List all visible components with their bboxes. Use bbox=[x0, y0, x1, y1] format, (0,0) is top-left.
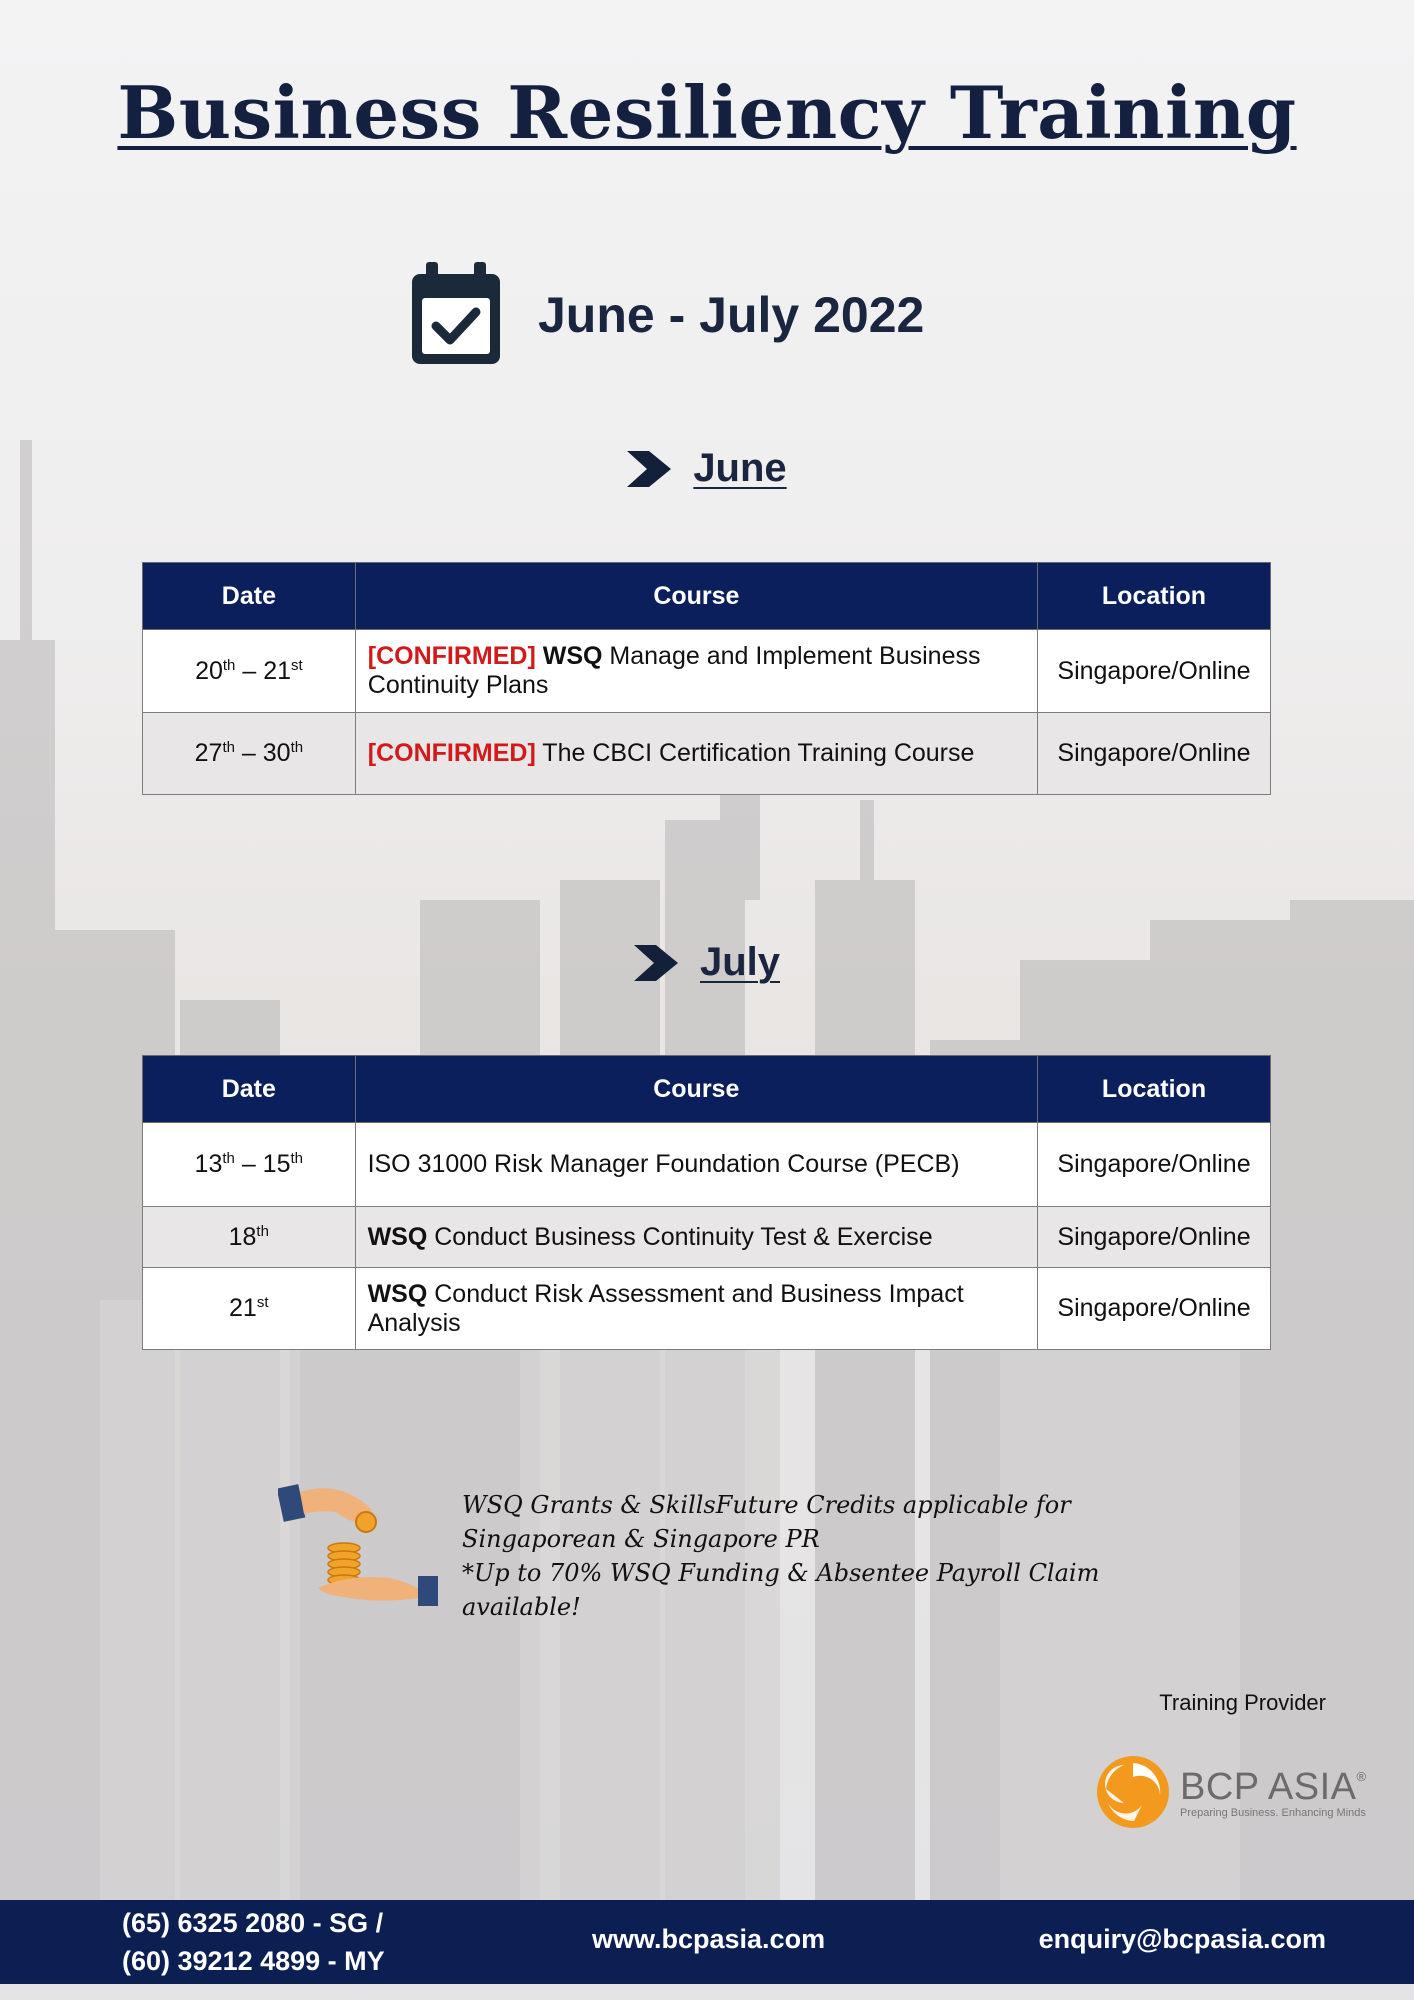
table-row bbox=[143, 1123, 1271, 1207]
funding-line-2: *Up to 70% WSQ Funding & Absentee Payroll Claim available! bbox=[462, 1559, 1100, 1621]
header-location: Location bbox=[1038, 1056, 1271, 1123]
date-cell: 20th – 21st bbox=[143, 630, 356, 713]
course-cell: [CONFIRMED] WSQ Manage and Implement Business Continuity Plans bbox=[355, 630, 1037, 713]
date-cell: 21st bbox=[143, 1268, 356, 1350]
logo-tagline: Preparing Business. Enhancing Minds bbox=[1180, 1806, 1366, 1819]
table-row bbox=[143, 1268, 1271, 1350]
phone-sg: (65) 6325 2080 - SG / bbox=[122, 1908, 384, 1938]
july-heading bbox=[0, 940, 1414, 985]
june-schedule-table bbox=[142, 562, 1271, 795]
table-row bbox=[143, 713, 1271, 795]
confirmed-tag: [CONFIRMED] bbox=[367, 739, 536, 767]
july-schedule-table bbox=[142, 1055, 1271, 1350]
wsq-tag: WSQ bbox=[542, 642, 603, 670]
header-location: Location bbox=[1038, 563, 1271, 630]
table-header-row bbox=[143, 1056, 1271, 1123]
phone-numbers bbox=[122, 1904, 385, 1980]
logo-name: BCP ASIA® bbox=[1180, 1765, 1367, 1808]
wsq-tag: WSQ bbox=[367, 1279, 428, 1308]
course-cell: WSQ Conduct Risk Assessment and Business Impact Analysis bbox=[355, 1268, 1037, 1350]
june-heading-text: June bbox=[693, 446, 787, 490]
bcp-swirl-logo-icon bbox=[1094, 1753, 1172, 1831]
header-date: Date bbox=[143, 563, 356, 630]
header-course: Course bbox=[355, 563, 1037, 630]
page-title: Business Resiliency Training bbox=[117, 70, 1297, 155]
header-course: Course bbox=[355, 1056, 1037, 1123]
phone-my: (60) 39212 4899 - MY bbox=[122, 1946, 385, 1976]
course-cell: WSQ Conduct Business Continuity Test & Exercise bbox=[355, 1207, 1037, 1268]
contact-footer bbox=[0, 1900, 1414, 1984]
training-provider-label: Training Provider bbox=[1159, 1690, 1326, 1715]
location-cell: Singapore/Online bbox=[1038, 630, 1271, 713]
funding-note bbox=[462, 1488, 1222, 1624]
wsq-tag: WSQ bbox=[367, 1222, 428, 1251]
website-link[interactable]: www.bcpasia.com bbox=[592, 1924, 826, 1954]
date-range-text: June - July 2022 bbox=[538, 287, 925, 343]
course-cell: ISO 31000 Risk Manager Foundation Course (PECB) bbox=[355, 1123, 1037, 1207]
chevron-right-icon bbox=[634, 945, 678, 981]
table-row bbox=[143, 630, 1271, 713]
july-heading-text: July bbox=[699, 940, 781, 984]
june-heading bbox=[0, 446, 1414, 491]
funding-line-1: WSQ Grants & SkillsFuture Credits applicable for Singaporean & Singapore PR bbox=[462, 1491, 1071, 1553]
confirmed-tag: [CONFIRMED] bbox=[367, 642, 536, 670]
hand-coins-icon bbox=[278, 1478, 443, 1608]
bcp-asia-logo bbox=[1094, 1752, 1384, 1832]
email-link[interactable]: enquiry@bcpasia.com bbox=[1038, 1924, 1326, 1954]
location-cell: Singapore/Online bbox=[1038, 1268, 1271, 1350]
location-cell: Singapore/Online bbox=[1038, 1207, 1271, 1268]
table-row bbox=[143, 1207, 1271, 1268]
course-cell: [CONFIRMED] The CBCI Certification Training Course bbox=[355, 713, 1037, 795]
location-cell: Singapore/Online bbox=[1038, 713, 1271, 795]
chevron-right-icon bbox=[627, 451, 671, 487]
table-header-row bbox=[143, 563, 1271, 630]
date-cell: 27th – 30th bbox=[143, 713, 356, 795]
date-cell: 18th bbox=[143, 1207, 356, 1268]
calendar-check-icon bbox=[408, 262, 504, 368]
location-cell: Singapore/Online bbox=[1038, 1123, 1271, 1207]
date-range-banner bbox=[408, 262, 924, 368]
date-cell: 13th – 15th bbox=[143, 1123, 356, 1207]
header-date: Date bbox=[143, 1056, 356, 1123]
